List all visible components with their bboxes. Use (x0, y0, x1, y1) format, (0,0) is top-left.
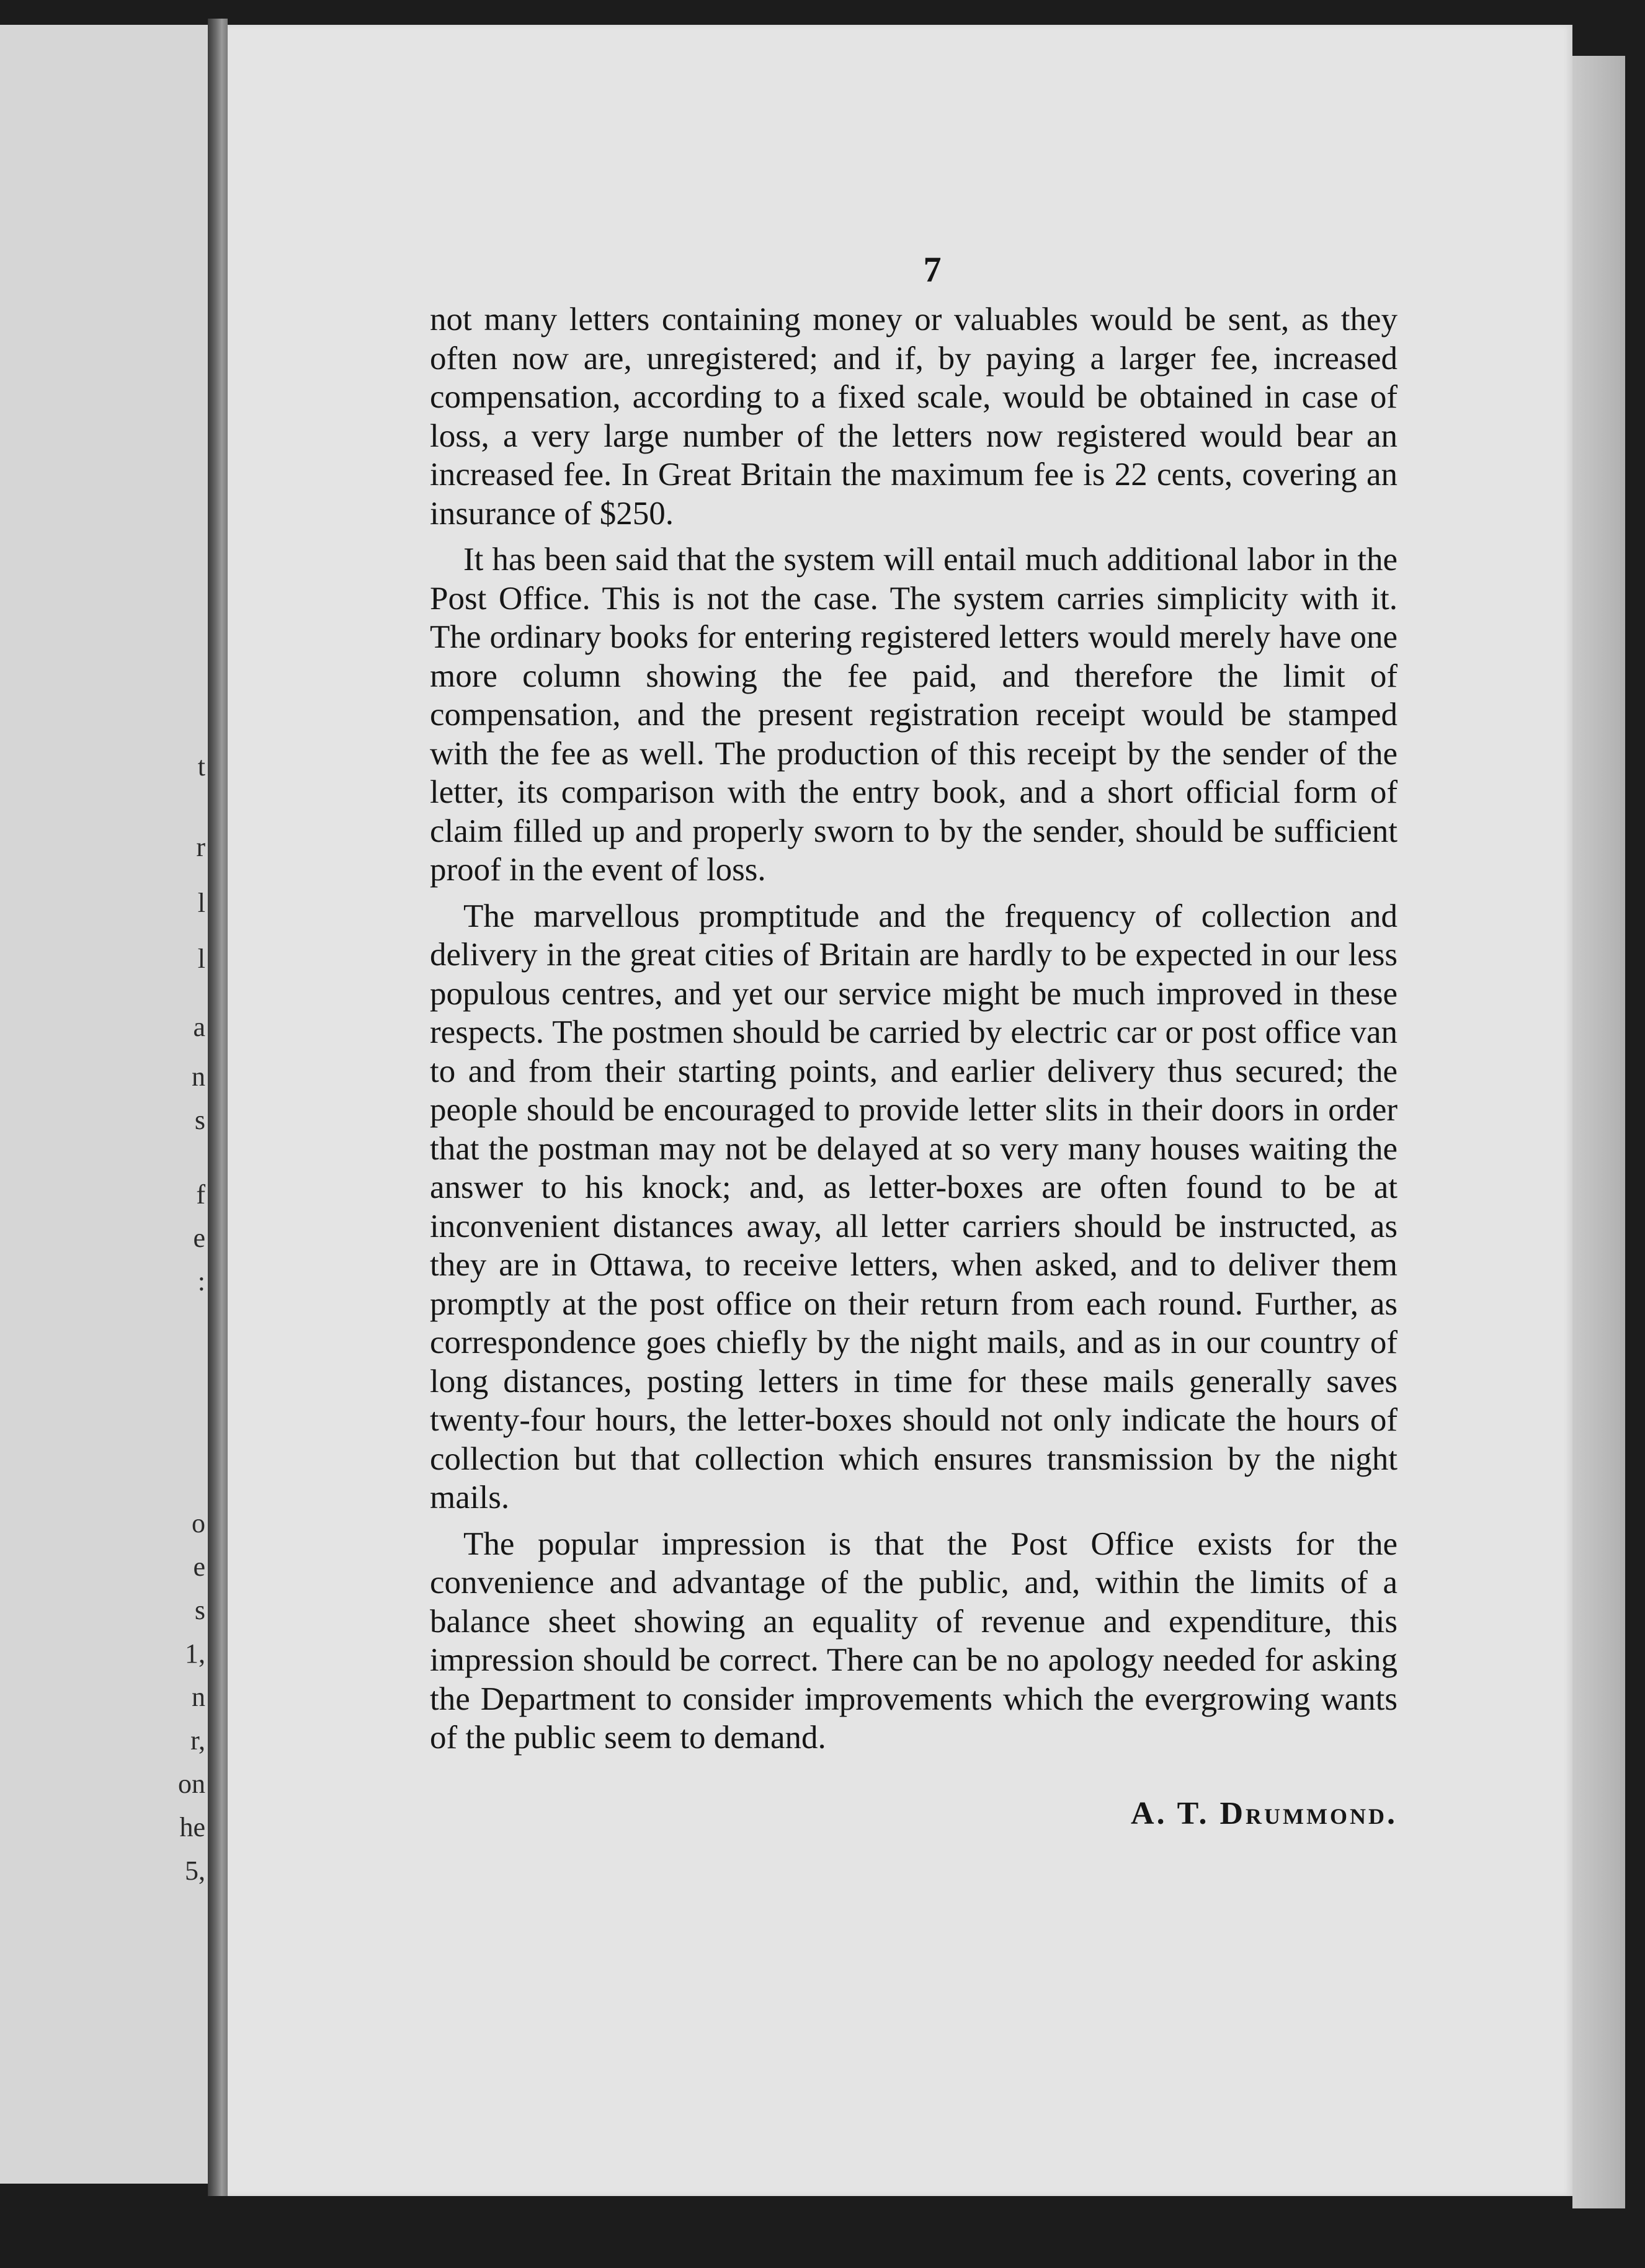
margin-fragment: r, (190, 1725, 205, 1756)
page-number: 7 (923, 249, 942, 290)
margin-fragment: s (194, 1595, 205, 1625)
margin-fragment: e (193, 1223, 205, 1253)
paragraph: The marvellous promptitude and the frequency of collection and delivery in the great cities of Britain are hardly to be expected in our less populous centres, and yet our service might be much improved in these respects. The postmen should be carried by electric car or post office van to and from their starting points, and earlier delivery thus secured; the people should be encouraged to provide letter slits in their doors in order that the postman may not be delayed at so very many houses waiting the answer to his knock; and, as letter-boxes are often found to be at inconvenient distances away, all letter carriers should be instructed, as they are in Ottawa, to receive letters, when asked, and to deliver them promptly at the post office on their return from each round. Further, as correspondence goes chiefly by the night mails, and as in our country of long distances, posting letters in time for these mails generally saves twenty-four hours, the letter-boxes should not only indicate the hours of collection but that collection which ensures transmission by the night mails. (430, 898, 1398, 1516)
margin-fragment: s (194, 1105, 205, 1135)
margin-fragment: he (179, 1812, 205, 1842)
margin-fragment: on (178, 1769, 205, 1799)
author-signature: A. T. Drummond. (1131, 1795, 1398, 1831)
paragraph: It has been said that the system will entail much additional labor in the Post Office. This is not the case. The system carries simplicity with it. The ordinary books for entering registered letters would merely have one more column showing the fee paid, and therefore the limit of compensation, and the present registration receipt would be stamped with the fee as well. The production of this receipt by the sender of the letter, its comparison with the entry book, and a short official form of claim filled up and properly sworn to by the sender, should be sufficient proof in the event of loss. (430, 542, 1398, 888)
book-gutter (208, 19, 228, 2196)
margin-fragment: e (193, 1551, 205, 1582)
margin-fragment: 5, (185, 1855, 205, 1886)
left-page-edge (0, 25, 208, 2184)
right-page-edge (1572, 56, 1625, 2208)
margin-fragment: a (193, 1012, 205, 1042)
margin-fragment: o (192, 1508, 205, 1538)
margin-fragment: l (197, 888, 205, 918)
margin-fragment: n (192, 1682, 205, 1712)
margin-fragment: f (196, 1179, 205, 1210)
margin-fragment: 1, (185, 1638, 205, 1669)
margin-fragment: r (196, 832, 205, 862)
paragraph: The popular impression is that the Post Office exists for the convenience and advantage of the public, and, within the limits of a balance sheet showing an equality of revenue and expenditure, this impression should be correct. There can be no apology needed for asking the Department to consider improvements which the evergrowing wants of the public seem to demand. (430, 1525, 1398, 1756)
margin-fragment: : (197, 1266, 205, 1297)
margin-fragment: t (197, 751, 205, 782)
margin-fragment: l (197, 944, 205, 974)
page-text (430, 248, 1398, 1833)
paragraph: not many letters containing money or valuables would be sent, as they often now are, unregistered; and if, by paying a larger fee, increased compensation, according to a fixed scale, would be obtained in case of loss, a very large number of the letters now registered would bear an increased fee. In Great Britain the maximum fee is 22 cents, covering an insurance of $250. (430, 301, 1398, 532)
margin-fragment: n (192, 1061, 205, 1092)
